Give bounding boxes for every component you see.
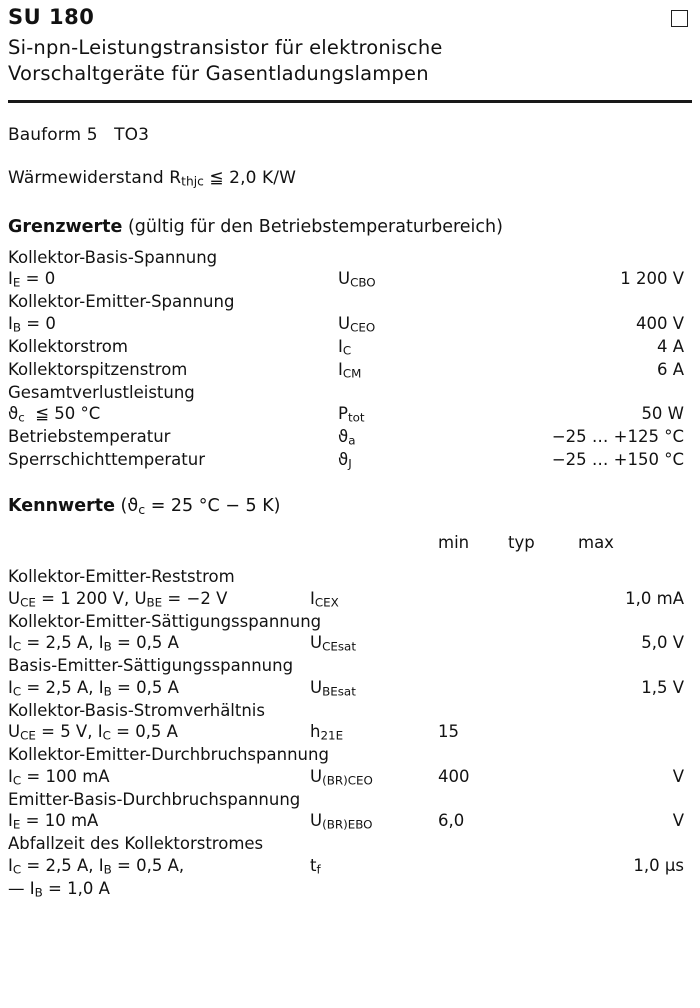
table-row	[8, 810, 692, 833]
char-trailing-condition: — $I_B = 1,0$ A	[8, 878, 110, 900]
limits-value: −25 … +125 °C	[551, 427, 684, 447]
sym-sub: J	[348, 457, 352, 472]
sym-main: P	[338, 404, 348, 424]
characteristics-heading-bold: Kennwerte	[8, 496, 115, 517]
limits-row-desc: Kollektor-Basis-Spannung	[8, 247, 218, 267]
char-row-desc: Kollektor-Basis-Stromverhältnis	[8, 700, 265, 720]
limits-heading	[8, 217, 692, 237]
package-label: Bauform 5	[8, 124, 98, 145]
char-typ	[508, 677, 578, 700]
limits-condition	[8, 403, 338, 426]
char-condition: $I_C = 100$ mA	[8, 766, 110, 788]
limits-symbol	[338, 336, 466, 359]
limits-table	[8, 247, 692, 473]
limits-symbol	[338, 426, 466, 449]
col-header-typ: typ	[508, 533, 535, 553]
table-row	[8, 313, 692, 336]
limits-row-desc: Betriebstemperatur	[8, 427, 171, 447]
cond-rest: = 0	[21, 313, 56, 333]
thermal-resistance-row	[8, 168, 692, 190]
char-row-desc: Abfallzeit des Kollektorstromes	[8, 834, 264, 854]
table-row	[8, 766, 692, 789]
package-spacer	[98, 125, 115, 145]
char-symbol: $U_{(BR)CEO}$	[310, 766, 373, 788]
sym-sub: CM	[342, 366, 362, 381]
limits-value: −25 … +150 °C	[551, 450, 684, 470]
package-row	[8, 125, 692, 147]
thermal-label: Wärmewiderstand R	[8, 168, 182, 189]
page-title: SU 180	[8, 5, 95, 29]
square-outline-icon	[671, 10, 688, 27]
char-min	[438, 588, 508, 611]
char-min: 6,0	[438, 811, 465, 831]
cond-main: ϑ	[8, 404, 19, 424]
char-min	[438, 632, 508, 655]
document-header	[8, 6, 692, 29]
char-typ	[508, 632, 578, 655]
char-max: 5,0 V	[641, 633, 684, 653]
sym-main: U	[338, 313, 351, 333]
char-max: V	[672, 811, 684, 831]
char-symbol: $U_{CEsat}$	[310, 633, 356, 654]
cond-rest: = 0	[20, 269, 56, 289]
limits-row-desc: Sperrschichttemperatur	[8, 450, 206, 470]
limits-row-desc: Kollektor-Emitter-Spannung	[8, 292, 235, 312]
sym-main: ϑ	[338, 427, 349, 447]
char-max: 1,0 µs	[633, 855, 684, 875]
characteristics-heading-post: = 25 °C − 5 K)	[145, 496, 281, 517]
char-typ	[508, 721, 578, 744]
char-max: 1,0 mA	[625, 588, 684, 608]
char-min: 400	[438, 766, 470, 786]
cond-rest: ≦ 50 °C	[24, 404, 101, 424]
sym-main: I	[338, 336, 343, 356]
char-condition: $I_E = 10$ mA	[8, 811, 99, 832]
table-row	[8, 721, 692, 744]
col-spacer	[8, 533, 438, 552]
sym-main: I	[338, 359, 343, 379]
thermal-value: ≦ 2,0 K/W	[203, 168, 297, 189]
char-max	[578, 721, 692, 744]
limits-symbol	[338, 359, 466, 382]
sym-sub: CBO	[350, 275, 376, 290]
limits-value: 50 W	[641, 404, 684, 424]
limits-row-desc: Kollektorstrom	[8, 336, 128, 356]
cond-main: I	[8, 313, 13, 333]
char-condition: $U_{CE} = 1$ 200 V, $U_{BE} = -2$ V	[8, 588, 228, 610]
limits-value: 4 A	[656, 336, 684, 356]
sym-sub: C	[342, 343, 352, 358]
table-row	[8, 677, 692, 700]
limits-value: 6 A	[656, 359, 684, 379]
char-min	[438, 677, 508, 700]
table-row	[8, 359, 692, 382]
limits-symbol	[338, 268, 466, 291]
limits-symbol	[338, 403, 466, 426]
char-typ	[508, 855, 578, 878]
char-row-desc: Kollektor-Emitter-Reststrom	[8, 567, 235, 587]
char-row-desc: Kollektor-Emitter-Sättigungsspannung	[8, 611, 322, 631]
table-row	[8, 588, 692, 611]
char-symbol: $U_{BEsat}$	[310, 677, 356, 699]
char-row-desc: Kollektor-Emitter-Durchbruchspannung	[8, 745, 329, 765]
limits-heading-rest: (gültig für den Betriebstemperaturbereich)	[122, 216, 503, 237]
sym-sub: CEO	[350, 320, 376, 335]
limits-condition	[8, 313, 338, 336]
characteristics-table	[8, 566, 692, 900]
limits-symbol	[338, 449, 466, 472]
table-row	[8, 426, 692, 449]
char-row-desc: Emitter-Basis-Durchbruchspannung	[8, 789, 301, 809]
char-symbol: $U_{(BR)EBO}$	[310, 811, 373, 832]
char-symbol: $I_{CEX}$	[310, 588, 339, 610]
cond-main: I	[8, 269, 13, 289]
char-row-desc: Basis-Emitter-Sättigungsspannung	[8, 656, 294, 676]
char-typ	[508, 588, 578, 611]
table-row	[8, 336, 692, 359]
cond-sub: E	[12, 275, 21, 290]
table-row	[8, 403, 692, 426]
limits-row-desc: Gesamtverlustleistung	[8, 382, 195, 402]
char-typ	[508, 766, 578, 789]
table-row	[8, 449, 692, 472]
table-row	[8, 268, 692, 291]
col-header-min: min	[438, 533, 470, 553]
char-max: 1,5 V	[641, 677, 684, 697]
char-condition: $I_C = 2,5$ A, $I_B = 0,5$ A,	[8, 855, 185, 877]
char-condition: $I_C = 2,5$ A, $I_B = 0,5$ A	[8, 633, 179, 654]
char-condition: $I_C = 2,5$ A, $I_B = 0,5$ A	[8, 677, 179, 699]
col-header-max: max	[578, 533, 614, 553]
char-condition: $U_{CE} = 5$ V, $I_C = 0,5$ A	[8, 722, 178, 743]
cond-sub: B	[12, 320, 22, 335]
sym-sub: tot	[347, 410, 365, 425]
limits-heading-bold: Grenzwerte	[8, 216, 123, 237]
sym-sub: a	[348, 433, 356, 448]
limits-value: 400 V	[635, 313, 684, 333]
char-symbol: $h_{21E}$	[310, 722, 344, 743]
header-divider	[8, 100, 692, 103]
limits-value: 1 200 V	[620, 269, 684, 289]
limits-row-desc: Kollektorspitzenstrom	[8, 359, 188, 379]
sym-main: U	[338, 269, 351, 289]
subtitle-line-1: Si-npn-Leistungstransistor für elektronische	[8, 36, 443, 60]
sym-main: ϑ	[338, 450, 349, 470]
limits-symbol	[338, 313, 466, 336]
char-min: 15	[438, 722, 459, 742]
char-max: V	[672, 766, 684, 786]
characteristics-heading-pre: (ϑ	[114, 496, 139, 517]
characteristics-heading-sub: c	[138, 502, 146, 518]
char-typ	[508, 810, 578, 833]
char-min	[438, 855, 508, 878]
characteristics-heading	[8, 496, 692, 517]
characteristics-column-headers	[8, 533, 692, 552]
document-subtitle	[8, 35, 692, 88]
char-symbol: $t_f$	[310, 855, 321, 877]
table-row	[8, 855, 692, 878]
package-value: TO3	[114, 124, 150, 145]
subtitle-line-2: Vorschaltgeräte für Gasentladungslampen	[8, 62, 429, 86]
table-row	[8, 632, 692, 655]
thermal-sub: thjc	[181, 175, 204, 190]
cond-sub: c	[18, 410, 25, 425]
limits-condition	[8, 268, 338, 291]
